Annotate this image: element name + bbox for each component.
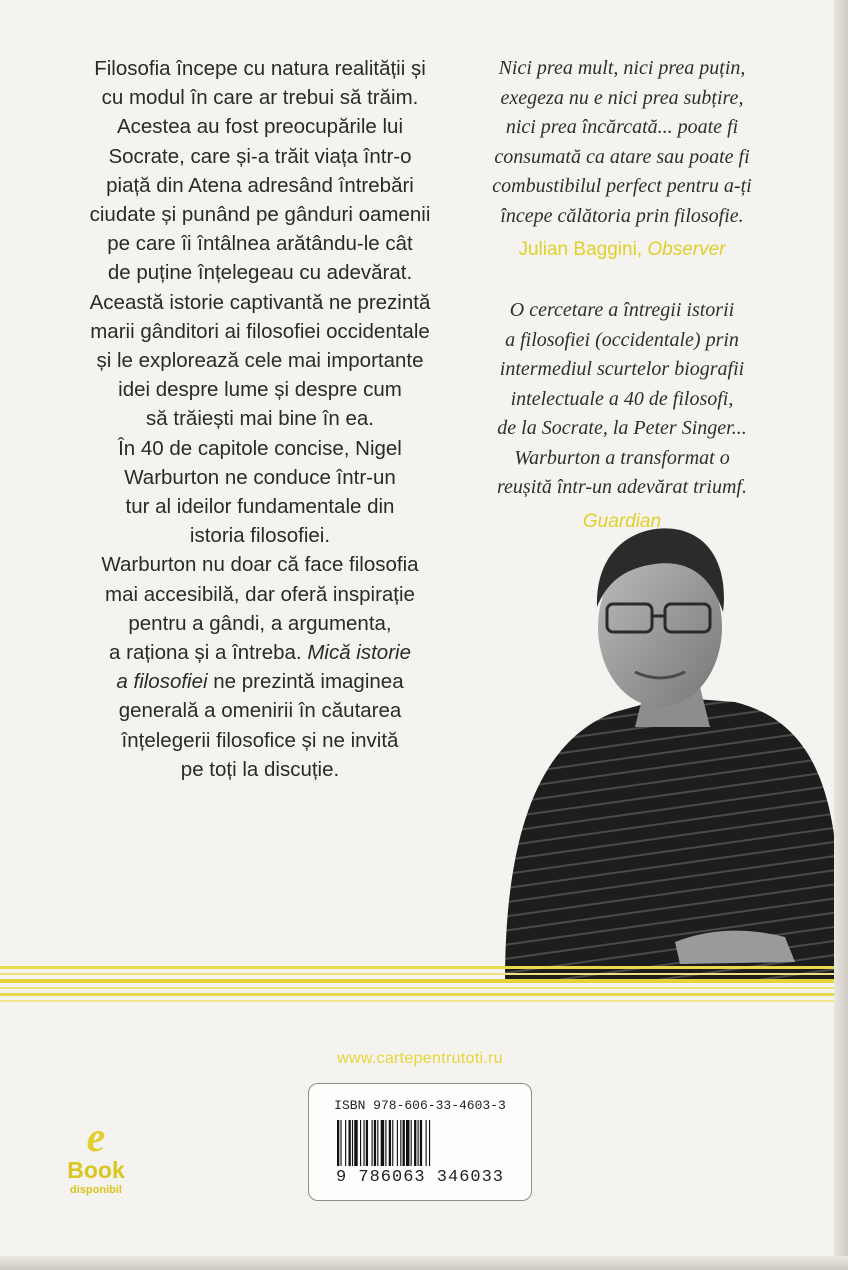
barcode-bar	[397, 1120, 398, 1166]
quote-line: intelectuale a 40 de filosofi,	[510, 387, 734, 410]
barcode-bar	[418, 1120, 419, 1166]
blurb-line: Warburton nu doar că face filosofia	[101, 553, 419, 577]
quote-source: Guardian	[582, 510, 662, 532]
blurb-line: generală a omenirii în căutarea	[118, 699, 402, 723]
barcode-bar	[366, 1120, 368, 1166]
quote-line: combustibilul perfect pentru a-ți	[492, 175, 752, 197]
blurb-line: idei despre lume și despre cum	[118, 378, 402, 402]
ebook-availability: disponibil	[70, 1184, 122, 1196]
review-quote-observer	[472, 54, 772, 265]
barcode-bar	[352, 1120, 353, 1166]
blurb-line: Socrate, care și-a trăit viața într-o	[108, 144, 412, 168]
barcode-bar	[385, 1120, 386, 1166]
page-edge	[0, 1256, 848, 1270]
author-photo	[495, 512, 840, 982]
blurb-line: piață din Atena adresând întrebări	[106, 173, 414, 197]
blurb-line: Filosofia începe cu natura realității și	[94, 57, 426, 80]
barcode-bar	[349, 1120, 351, 1166]
barcode-bar	[372, 1120, 373, 1166]
barcode-bar	[414, 1120, 416, 1166]
barcode-bar	[381, 1120, 384, 1166]
quote-line: Nici prea mult, nici prea puțin,	[498, 57, 746, 79]
blurb-line: cu modul în care ar trebui să trăim.	[101, 86, 419, 110]
blurb-line: și le explorează cele mai importante	[96, 349, 424, 373]
barcode-bar	[400, 1120, 401, 1166]
decorative-stripes	[0, 958, 848, 1018]
blurb-line: pentru a gândi, a argumenta,	[128, 611, 392, 635]
barcode-bar	[337, 1120, 339, 1166]
barcode-bar	[406, 1120, 409, 1166]
blurb-line: înțelegerii filosofice și ne invită	[121, 728, 399, 752]
blurb-line	[60, 667, 460, 696]
barcode-bar	[403, 1120, 405, 1166]
blurb-line: ciudate și punând pe gânduri oamenii	[89, 203, 431, 227]
barcode-bar	[420, 1120, 422, 1166]
blurb-line: istoria filosofiei.	[189, 524, 331, 548]
barcode-bar	[389, 1120, 391, 1166]
blurb-line: tur al ideilor fundamentale din	[125, 495, 395, 519]
quote-line: O cercetare a întregii istorii	[509, 299, 735, 321]
quote-line: reușită într-un adevărat triumf.	[497, 476, 747, 498]
blurb-line: Warburton ne conduce într-un	[124, 465, 396, 489]
quote-line: Warburton a transformat o	[514, 446, 730, 469]
barcode-bar	[392, 1120, 393, 1166]
quote-line: consumată ca atare sau poate fi	[494, 145, 750, 168]
book-blurb	[60, 54, 460, 784]
isbn-label: ISBN 978-606-33-4603-3	[334, 1098, 506, 1113]
quote-author: Julian Baggini,	[518, 239, 648, 260]
barcode-bar	[426, 1120, 427, 1166]
ebook-letter: e	[86, 1115, 106, 1161]
isbn-barcode-box	[308, 1083, 532, 1201]
barcode-bar	[429, 1120, 430, 1166]
page-edge	[834, 0, 848, 1270]
blurb-line: pe toți la discuție.	[180, 757, 340, 781]
blurb-line: Această istorie captivantă ne prezintă	[89, 290, 431, 314]
quote-line: nici prea încărcată... poate fi	[505, 116, 739, 138]
blurb-text: a raționa și a întreba.	[109, 641, 308, 665]
blurb-line: Acestea au fost preocupările lui	[116, 115, 404, 139]
quote-line: exegeza nu e nici prea subțire,	[500, 86, 744, 109]
blurb-text: ne prezintă imaginea	[207, 670, 404, 694]
barcode-bar	[354, 1120, 357, 1166]
quote-line: de la Socrate, la Peter Singer...	[497, 417, 747, 439]
review-quote-guardian	[472, 296, 772, 536]
barcode-bar	[411, 1120, 412, 1166]
barcode	[337, 1120, 507, 1166]
website-link[interactable]: www.cartepentrutoti.ru	[337, 1050, 503, 1067]
barcode-bar	[374, 1120, 376, 1166]
quote-line: a filosofiei (occidentale) prin	[505, 328, 739, 351]
blurb-line: de puține înțelegeau cu adevărat.	[107, 261, 413, 285]
quote-line: începe călătoria prin filosofie.	[500, 204, 744, 227]
book-title: a filosofiei	[116, 670, 208, 694]
barcode-bar	[360, 1120, 361, 1166]
ebook-word: Book	[67, 1157, 125, 1183]
barcode-bar	[377, 1120, 378, 1166]
blurb-line: să trăiești mai bine în ea.	[146, 407, 374, 431]
blurb-line: pe care îi întâlnea arătându-le cât	[107, 232, 413, 256]
quote-line: intermediul scurtelor biografii	[499, 358, 745, 380]
blurb-line: În 40 de capitole concise, Nigel	[118, 436, 402, 460]
barcode-bar	[363, 1120, 364, 1166]
barcode-digits: 9 786063 346033	[335, 1168, 505, 1187]
barcode-bar	[340, 1120, 341, 1166]
quote-attribution	[472, 235, 772, 265]
blurb-line: mai accesibilă, dar oferă inspirație	[105, 582, 415, 606]
ebook-logo	[56, 1115, 136, 1208]
blurb-line: marii gânditori ai filosofiei occidentale	[90, 319, 430, 343]
blurb-line	[60, 638, 460, 667]
quote-source: Observer	[647, 239, 726, 260]
book-title: Mică istorie	[307, 641, 411, 665]
barcode-bar	[345, 1120, 346, 1166]
